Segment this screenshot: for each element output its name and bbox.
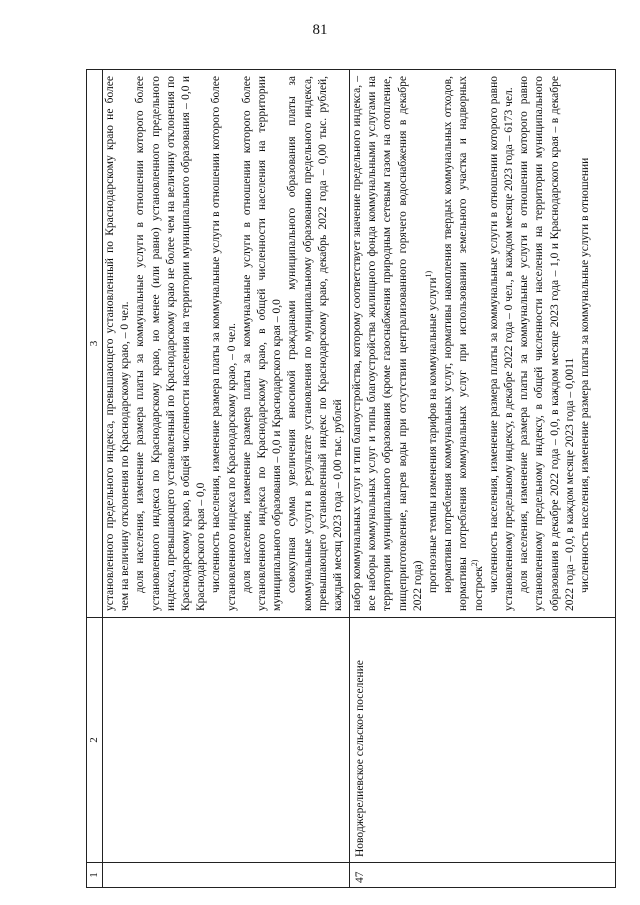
paragraph-text: доля населения, изменение размера платы за коммунальные услуги в отношении которого равно установленному предельному индексу, в общей численности населения на территории муниципального образования в декабре 2022 года – 0,0, в каждом месяце 2023 года – 1,0 и Краснодарского края – в декабре 2022 года – 0,0, в каждом месяце 2023 года – 0,0011 bbox=[518, 76, 576, 611]
cell-description bbox=[350, 70, 616, 618]
paragraph-text: численность населения, изменение размера платы за коммунальные услуги в отношении которого равно установленному предельному индексу, в декабре 2022 года – 0 чел., в каждом месяце 2023 года – 6173 чел. bbox=[487, 76, 516, 611]
paragraph bbox=[133, 76, 209, 611]
paragraph-text: прогнозные темпы изменения тарифов на коммунальные услуги bbox=[427, 277, 440, 593]
paragraph-text: совокупная сумма увеличения вносимой гражданами муниципального образования платы за коммунальные услуги в результате установления по муниципальному образованию предельного индекса, превышающего установленный индекс по Краснодарскому краю, декабрь 2022 года – 0,00 тыс. рублей, каждый месяц 2023 года – 0,00 тыс. рублей bbox=[286, 76, 345, 611]
cell-num bbox=[103, 863, 350, 888]
paragraph bbox=[441, 76, 487, 611]
paragraph bbox=[209, 76, 239, 611]
header-col-2: 2 bbox=[87, 618, 103, 863]
cell-municipality-name: Новоджерелиевское сельское поселение bbox=[350, 618, 616, 863]
table-row-continuation bbox=[103, 70, 350, 888]
paragraph-text: доля населения, изменение размера платы за коммунальные услуги в отношении которого более установленного индекса по Краснодарскому краю, но менее (или равно) установленного предельного индекса, превышающего установленный по Краснодарскому краю не более чем на величину отклонения по Краснодарскому краю, в общей численности населения на территории муниципального образования – 0,0 и Краснодарского края – 0,0 bbox=[134, 76, 208, 611]
page-number: 81 bbox=[312, 22, 328, 38]
cell-description bbox=[103, 70, 350, 618]
paragraph bbox=[578, 76, 593, 611]
header-col-3: 3 bbox=[87, 70, 103, 618]
header-col-1: 1 bbox=[87, 863, 103, 888]
rotated-table-container bbox=[86, 70, 616, 888]
paragraph bbox=[517, 76, 578, 611]
paragraph-text: установленного предельного индекса, превышающего установленный по Краснодарскому краю не более чем на величину отклонения по Краснодарскому краю, – 0 чел. bbox=[104, 76, 132, 611]
paragraph bbox=[103, 76, 133, 611]
paragraph bbox=[285, 76, 346, 611]
paragraph bbox=[350, 76, 426, 611]
cell-num: 47 bbox=[350, 863, 616, 888]
data-table bbox=[86, 69, 616, 888]
paragraph bbox=[487, 76, 517, 611]
footnote-marker: 1) bbox=[424, 270, 434, 278]
paragraph bbox=[426, 76, 441, 611]
footnote-marker: 2) bbox=[469, 559, 479, 567]
cell-name bbox=[103, 618, 350, 863]
paragraph-text: нормативы потребления коммунальных услуг, нормативы накопления твердых коммунальных отходов, нормативы потребления коммунальных услуг при использовании земельного участка и надворных построек bbox=[442, 76, 485, 611]
row-text bbox=[350, 76, 593, 611]
paragraph bbox=[240, 76, 286, 611]
paragraph-text: численность населения, изменение размера платы за коммунальные услуги в отношении которого более установленного индекса по Краснодарскому краю, – 0 чел. bbox=[210, 76, 238, 611]
continuation-text bbox=[103, 76, 346, 611]
paragraph-text: численность населения, изменение размера платы за коммунальные услуги в отношении bbox=[579, 157, 592, 593]
paragraph-text: доля населения, изменение размера платы за коммунальные услуги в отношении которого более установленного индекса по Краснодарскому краю, в общей численности населения на территории муниципального образования – 0,0 и Краснодарского края – 0,0 bbox=[240, 76, 284, 611]
table-header-row bbox=[87, 70, 103, 888]
table-row-47 bbox=[350, 70, 616, 888]
paragraph-text: набор коммунальных услуг и тип благоустройства, которому соответствует значение предельного индекса, – все наборы коммунальных услуг и типы благоустройства жилищного фонда коммунальными услугами на территории муниципального образования (кроме газоснабжения природным сетевым газом на отопление, пищеприготовление, нагрев воды при отсутствии централизованного горячего водоснабжения в декабре 2022 года) bbox=[351, 76, 424, 611]
